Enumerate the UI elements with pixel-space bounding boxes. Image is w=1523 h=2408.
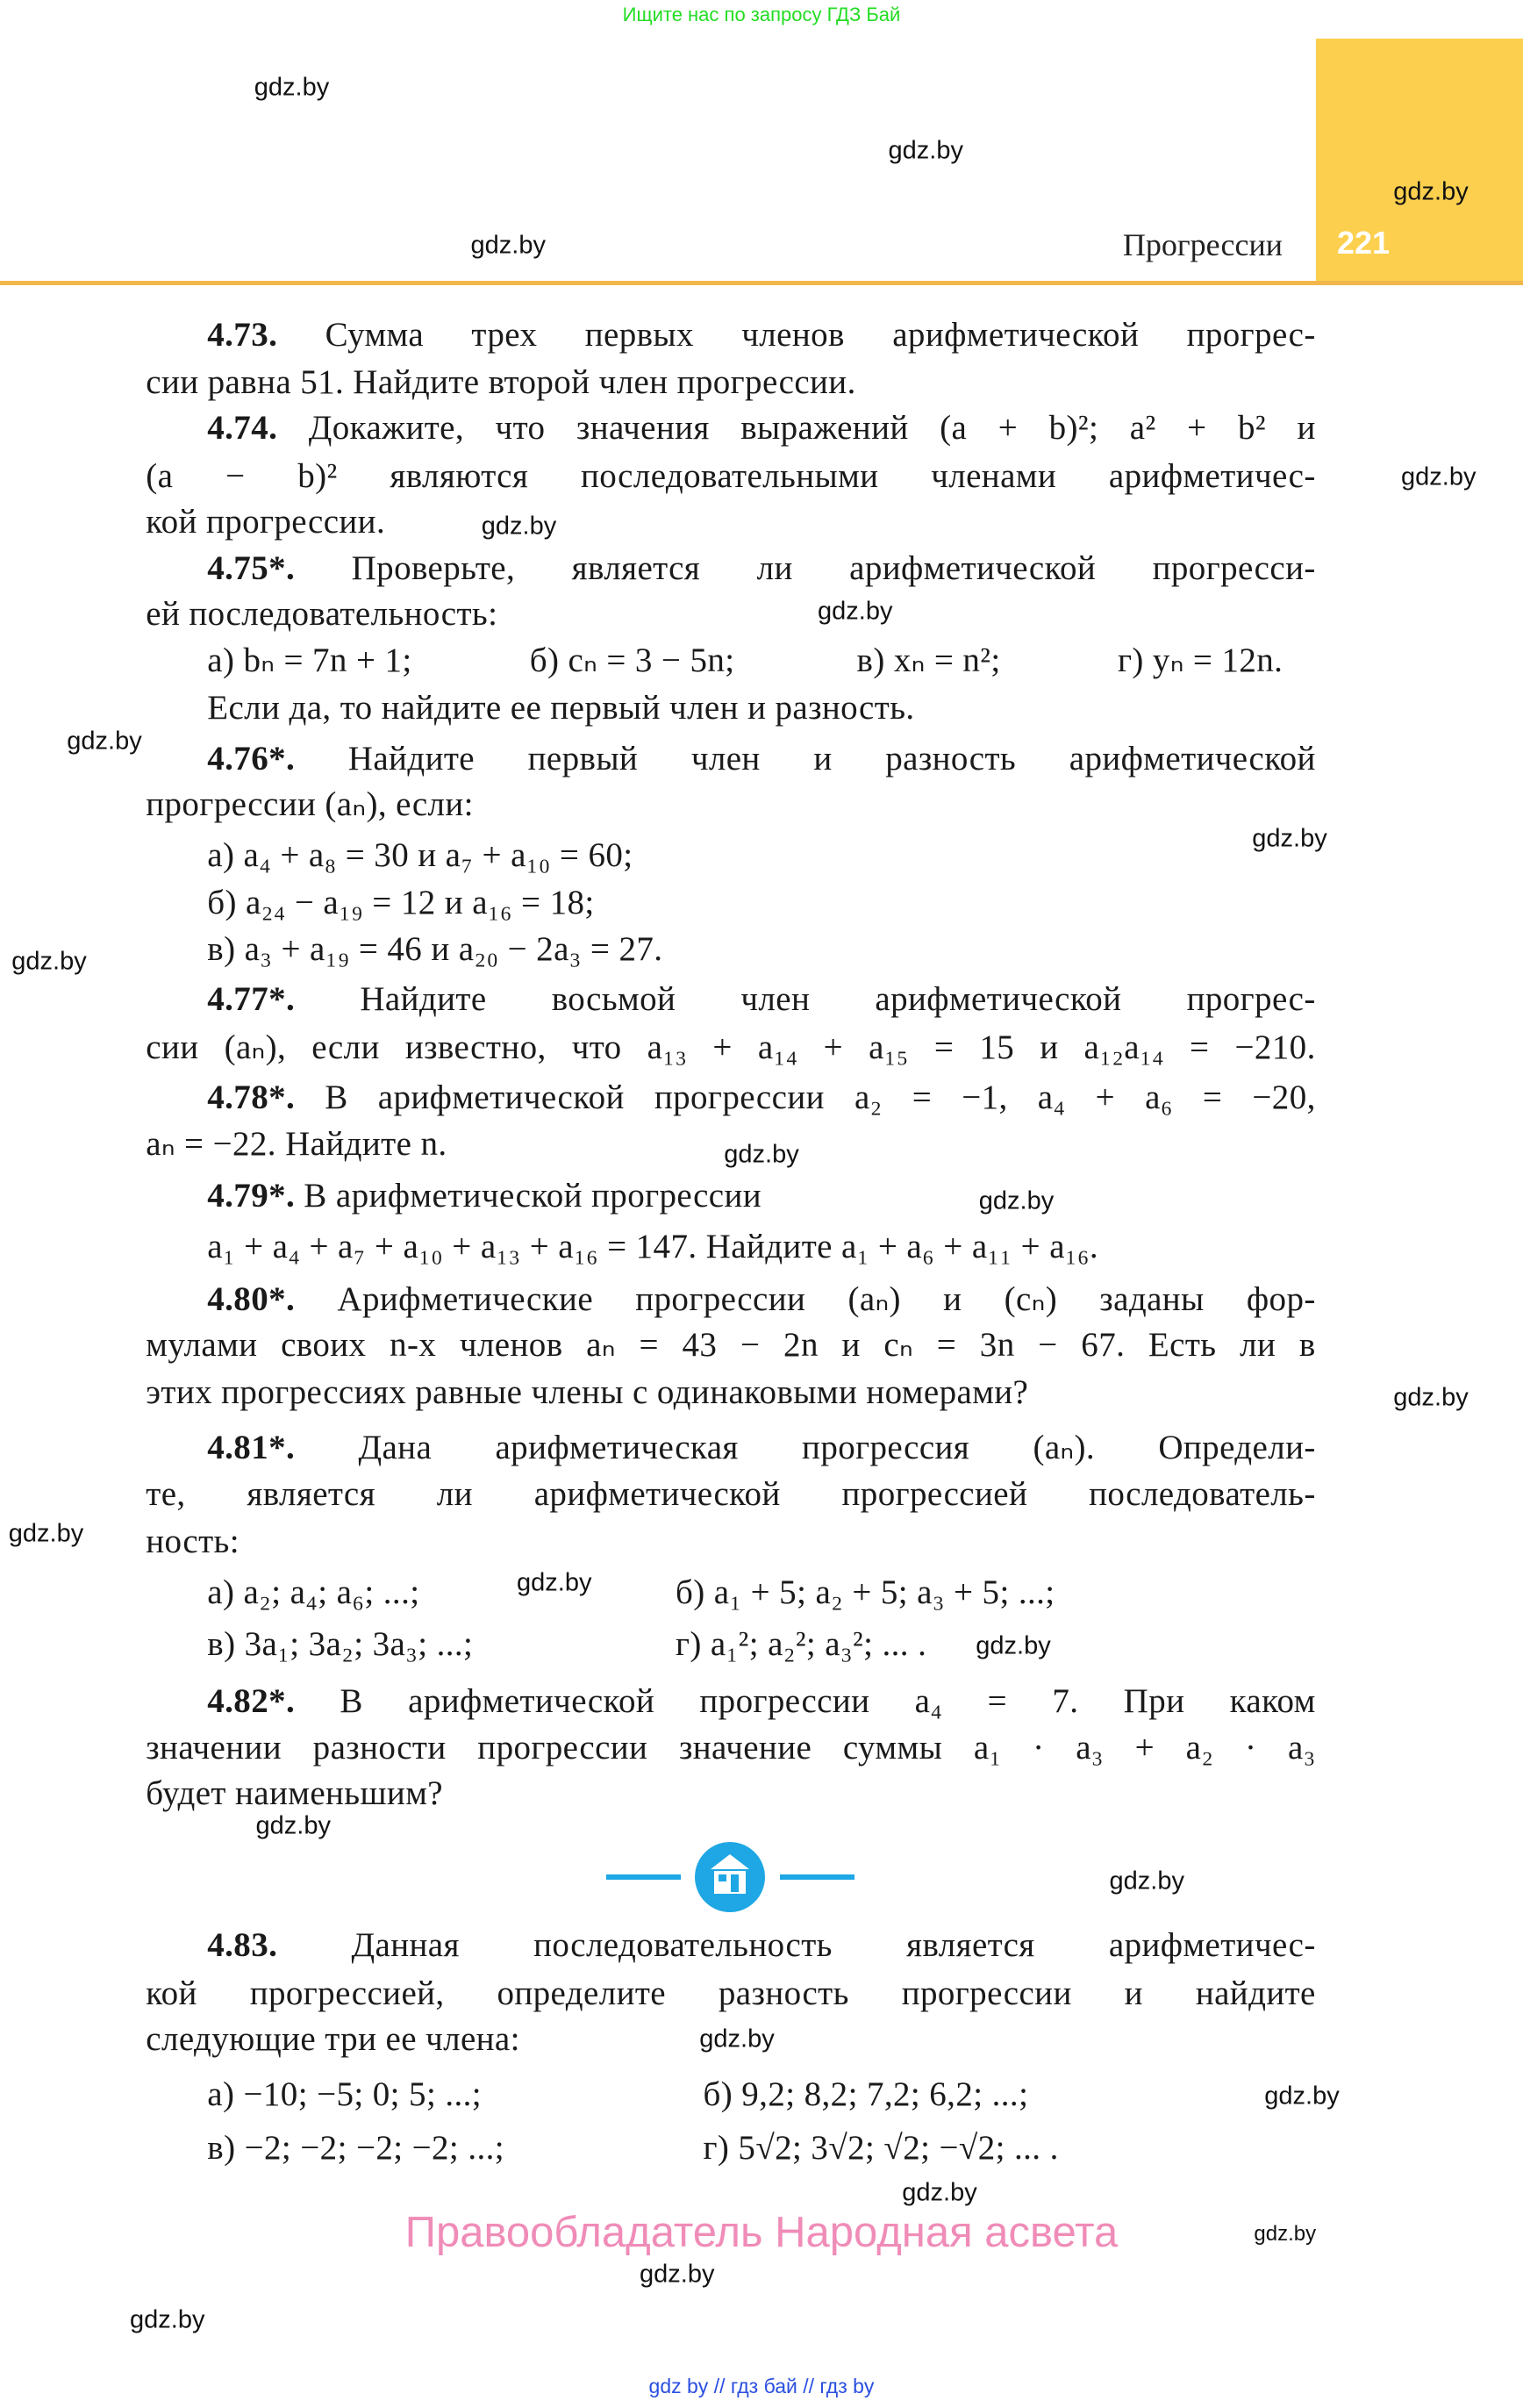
text-line bbox=[146, 1519, 240, 1565]
text-line bbox=[146, 499, 385, 545]
line-text: Данная последовательность является арифметичес- bbox=[277, 1926, 1316, 1965]
problem-line bbox=[207, 1075, 1316, 1121]
line-text: сии (aₙ), если известно, что a₁₃ + a₁₄ + a₁₅ = 15 и a₁₂a₁₄ = −210. bbox=[146, 1028, 1316, 1066]
line-text: а) a₄ + a₈ = 30 и a₇ + a₁₀ = 60; bbox=[207, 835, 633, 874]
text-line bbox=[207, 833, 633, 878]
text-line bbox=[146, 360, 855, 405]
line-text: б) 9,2; 8,2; 7,2; 6,2; ...; bbox=[703, 2075, 1029, 2113]
text-line bbox=[1118, 638, 1283, 684]
problem-number: 4.73. bbox=[207, 315, 278, 354]
watermark: gdz.by bbox=[255, 1811, 331, 1840]
text-line bbox=[207, 1224, 1098, 1270]
text-line bbox=[207, 927, 662, 972]
text-line bbox=[146, 1122, 447, 1167]
line-text: а) bₙ = 7n + 1; bbox=[207, 641, 412, 679]
line-text: Найдите первый член и разность арифметической bbox=[295, 739, 1316, 778]
watermark: gdz.by bbox=[976, 1631, 1051, 1660]
text-line bbox=[146, 1025, 1316, 1071]
header-rule bbox=[0, 281, 1523, 285]
problem-number: 4.82*. bbox=[207, 1682, 296, 1720]
watermark: gdz.by bbox=[640, 2260, 715, 2289]
text-line bbox=[207, 1622, 473, 1667]
line-text: мулами своих n-х членов aₙ = 43 − 2n и cₙ = 3n − 67. Есть ли в bbox=[146, 1326, 1316, 1364]
line-text: следующие три ее члена: bbox=[146, 2020, 520, 2058]
problem-line bbox=[207, 1923, 1316, 1968]
problem-line bbox=[207, 1277, 1316, 1322]
line-text: Если да, то найдите ее первый член и разность. bbox=[207, 688, 915, 727]
problem-number: 4.74. bbox=[207, 409, 278, 448]
text-line bbox=[146, 591, 497, 637]
text-line bbox=[704, 2072, 1029, 2118]
watermark: gdz.by bbox=[699, 2025, 775, 2053]
text-line bbox=[676, 1570, 1055, 1616]
problem-number: 4.79*. bbox=[207, 1177, 296, 1215]
text-line bbox=[676, 1622, 926, 1667]
watermark: gdz.by bbox=[818, 597, 893, 625]
footer-links[interactable]: gdz by // гдз бай // гдз by bbox=[648, 2375, 875, 2397]
text-line bbox=[207, 880, 594, 926]
line-text: а) −10; −5; 0; 5; ...; bbox=[207, 2075, 483, 2113]
line-text: г) yₙ = 12n. bbox=[1118, 641, 1283, 679]
line-text: a₁ + a₄ + a₇ + a₁₀ + a₁₃ + a₁₆ = 147. Найдите a₁ + a₆ + a₁₁ + a₁₆. bbox=[207, 1228, 1099, 1265]
line-text: Арифметические прогрессии (aₙ) и (cₙ) заданы фор- bbox=[295, 1279, 1316, 1318]
house-icon bbox=[695, 1842, 765, 1912]
watermark: gdz.by bbox=[1393, 1383, 1469, 1411]
line-text: те, является ли арифметической прогрессией последователь- bbox=[146, 1474, 1316, 1513]
watermark: gdz.by bbox=[481, 512, 557, 541]
page-number: 221 bbox=[1337, 225, 1391, 261]
problem-line bbox=[207, 405, 1316, 451]
watermark: gdz.by bbox=[724, 1140, 799, 1169]
problem-number: 4.75*. bbox=[207, 548, 296, 587]
watermark: gdz.by bbox=[902, 2178, 977, 2207]
watermark: gdz.by bbox=[130, 2305, 205, 2334]
line-text: кой прогрессией, определите разность прогрессии и найдите bbox=[146, 1974, 1316, 2012]
line-text: г) 5√2; 3√2; √2; −√2; ... . bbox=[703, 2129, 1059, 2168]
problem-number: 4.80*. bbox=[207, 1279, 296, 1318]
text-line bbox=[146, 1472, 1316, 1517]
line-text: в) a₃ + a₁₉ = 46 и a₂₀ − 2a₃ = 27. bbox=[207, 929, 663, 968]
text-line bbox=[207, 685, 914, 731]
line-text: Докажите, что значения выражений (a + b)²; a² + b² и bbox=[277, 409, 1316, 448]
line-text: Дана арифметическая прогрессия (aₙ). Определи- bbox=[295, 1429, 1316, 1467]
line-text: б) cₙ = 3 − 5n; bbox=[529, 641, 735, 679]
problem-line bbox=[207, 1425, 1316, 1471]
line-text: этих прогрессиях равные члены с одинаковыми номерами? bbox=[146, 1373, 1029, 1412]
line-text: ность: bbox=[146, 1523, 240, 1560]
line-text: ей последовательность: bbox=[146, 595, 498, 633]
watermark: gdz.by bbox=[1254, 2222, 1317, 2247]
line-text: Проверьте, является ли арифметической прогресси- bbox=[295, 548, 1316, 587]
line-text: в) 3a₁; 3a₂; 3a₃; ...; bbox=[207, 1625, 474, 1664]
text-line bbox=[207, 2125, 504, 2171]
top-search-note: Ищите нас по запросу ГДЗ Бай bbox=[622, 4, 901, 25]
divider-left bbox=[606, 1874, 681, 1880]
problem-number: 4.77*. bbox=[207, 980, 296, 1019]
problem-number: 4.83. bbox=[207, 1926, 278, 1965]
line-text: будет наименьшим? bbox=[146, 1774, 443, 1812]
watermark: gdz.by bbox=[1264, 2082, 1340, 2111]
watermark: gdz.by bbox=[8, 1519, 84, 1548]
problem-number: 4.81*. bbox=[207, 1429, 296, 1467]
copyright-notice: Правообладатель Народная асвета bbox=[404, 2209, 1119, 2256]
watermark: gdz.by bbox=[1252, 824, 1327, 852]
text-line bbox=[146, 1725, 1316, 1771]
watermark: gdz.by bbox=[254, 73, 330, 102]
line-text: б) a₂₄ − a₁₉ = 12 и a₁₆ = 18; bbox=[207, 884, 595, 921]
line-text: в) xₙ = n²; bbox=[856, 641, 1001, 679]
text-line bbox=[146, 1771, 443, 1817]
watermark: gdz.by bbox=[67, 727, 142, 756]
text-line bbox=[207, 1570, 419, 1616]
divider-right bbox=[780, 1874, 854, 1880]
problem-line bbox=[207, 977, 1316, 1022]
problem-line bbox=[207, 1173, 762, 1219]
text-line bbox=[207, 2072, 482, 2118]
line-text: В арифметической прогрессии bbox=[295, 1177, 762, 1215]
problem-line bbox=[207, 1679, 1316, 1724]
text-line bbox=[207, 638, 411, 684]
line-text: б) a₁ + 5; a₂ + 5; a₃ + 5; ...; bbox=[676, 1573, 1055, 1611]
line-text: сии равна 51. Найдите второй член прогрессии. bbox=[146, 362, 856, 401]
problem-number: 4.76*. bbox=[207, 739, 296, 778]
text-line bbox=[704, 2125, 1059, 2171]
text-line bbox=[857, 638, 1001, 684]
text-line bbox=[146, 1971, 1316, 2017]
text-line bbox=[146, 1370, 1028, 1415]
watermark: gdz.by bbox=[470, 231, 546, 260]
line-text: В арифметической прогрессии a₂ = −1, a₄ + a₆ = −20, bbox=[295, 1079, 1316, 1117]
line-text: г) a₁²; a₂²; a₃²; ... . bbox=[676, 1625, 927, 1664]
line-text: прогрессии (aₙ), если: bbox=[146, 785, 474, 823]
watermark: gdz.by bbox=[978, 1186, 1055, 1215]
text-line bbox=[146, 2017, 520, 2062]
line-text: значении разности прогрессии значение суммы a₁ · a₃ + a₂ · a₃ bbox=[146, 1728, 1316, 1767]
line-text: aₙ = −22. Найдите n. bbox=[146, 1124, 447, 1163]
line-text: а) a₂; a₄; a₆; ...; bbox=[207, 1573, 420, 1611]
watermark: gdz.by bbox=[1401, 462, 1477, 491]
problem-line bbox=[207, 736, 1316, 782]
text-line bbox=[146, 782, 474, 828]
text-line bbox=[530, 638, 735, 684]
line-text: в) −2; −2; −2; −2; ...; bbox=[207, 2129, 505, 2168]
text-line bbox=[146, 1322, 1316, 1368]
watermark: gdz.by bbox=[1109, 1867, 1184, 1896]
watermark: gdz.by bbox=[11, 947, 87, 975]
line-text: Найдите восьмой член арифметической прогрес- bbox=[295, 980, 1316, 1019]
running-header-section: Прогрессии bbox=[1122, 227, 1283, 262]
watermark: gdz.by bbox=[517, 1568, 592, 1597]
watermark: gdz.by bbox=[888, 136, 963, 164]
problem-line bbox=[207, 546, 1316, 591]
watermark: gdz.by bbox=[1393, 177, 1469, 206]
line-text: (a − b)² являются последовательными членами арифметичес- bbox=[146, 456, 1316, 495]
line-text: кой прогрессии. bbox=[146, 503, 386, 541]
problem-line bbox=[207, 312, 1316, 358]
problem-number: 4.78*. bbox=[207, 1079, 296, 1117]
text-line bbox=[146, 454, 1316, 499]
line-text: В арифметической прогрессии a₄ = 7. При каком bbox=[295, 1682, 1316, 1720]
line-text: Сумма трех первых членов арифметической прогрес- bbox=[277, 315, 1316, 354]
